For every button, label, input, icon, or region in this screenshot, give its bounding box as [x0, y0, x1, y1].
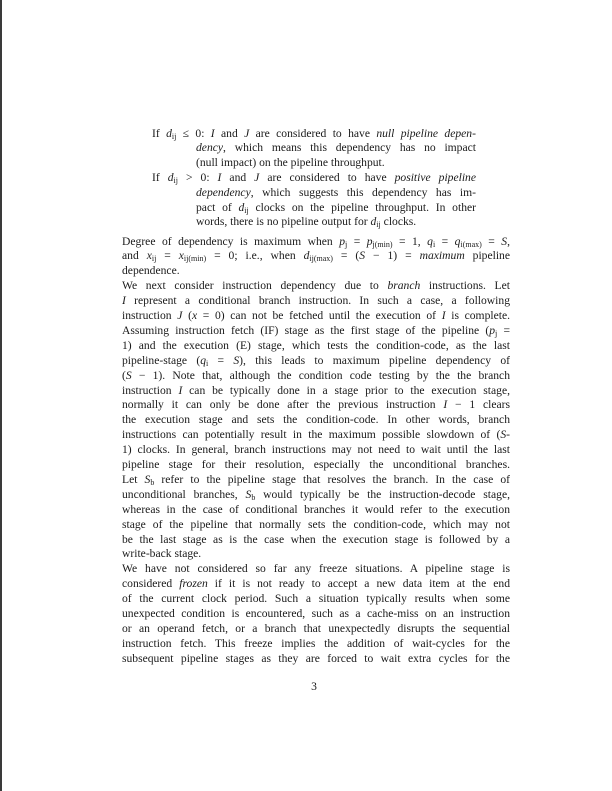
text-line [122, 338, 510, 353]
text-line [196, 140, 476, 155]
math-subscript: ij [376, 220, 381, 230]
text-run: instructions can potentially result in the maximum possible slowdown of ( [122, 428, 501, 442]
text-line [122, 442, 510, 457]
math-symbol: q [454, 234, 461, 248]
text-run: subsequent pipeline stages as they are forced to wait extra cycles for the [122, 651, 510, 665]
text-run: are considered to have [249, 126, 377, 140]
text-run: represent a conditional branch instruction. In such a case, a following [125, 294, 510, 308]
math-subscript: ij [151, 254, 157, 264]
text-line [122, 263, 510, 278]
math-symbol: x [146, 249, 152, 263]
text-run: unconditional branches, [122, 487, 246, 501]
text-line [122, 472, 510, 487]
text-run: = [347, 234, 367, 248]
text-run: instructions. Let [420, 279, 511, 293]
text-run: pact of [196, 200, 239, 214]
scan-edge-line [0, 0, 2, 791]
math-symbol: J [177, 309, 183, 322]
math-subscript: b [150, 477, 155, 487]
page-number: 3 [311, 680, 317, 693]
math-symbol: J [244, 126, 250, 140]
math-subscript: i [432, 239, 436, 249]
text-run: , which means this dependency has no impact [223, 141, 476, 155]
math-subscript: j [344, 239, 348, 249]
text-line [122, 412, 510, 427]
text-run: = [481, 234, 502, 248]
math-symbol: p [489, 323, 496, 337]
text-run: refer to the pipeline stage that resolves the branch. In the case of [154, 472, 510, 486]
math-subscript: ij [244, 205, 249, 215]
math-symbol: I [210, 126, 215, 140]
math-subscript: ij [171, 131, 177, 141]
text-line [122, 368, 510, 383]
text-run: clocks. [380, 215, 417, 229]
text-run: normally it can only be done after the previous instruction [122, 398, 444, 412]
text-run: can be typically done in a stage prior to the execution stage, [182, 383, 510, 397]
math-symbol: S [125, 368, 132, 382]
text-run: 1) clocks. In general, branch instructions may not need to wait until the last [122, 443, 510, 457]
text-run: be the last stage as is the case when the execution stage is followed by a [122, 532, 510, 546]
text-line [196, 200, 476, 215]
text-run: − 1 clears [447, 398, 510, 412]
text-run: and [221, 170, 255, 184]
math-symbol: x [191, 309, 198, 322]
emphasis: branch [387, 279, 421, 293]
text-run: Assuming instruction fetch (IF) stage as the first stage of the pipeline ( [122, 323, 490, 337]
emphasis: positive pipeline [394, 170, 476, 184]
math-symbol: I [217, 170, 222, 184]
text-line [122, 502, 510, 517]
text-run: instruction [122, 383, 179, 397]
math-symbol: d [166, 126, 172, 140]
text-run: considered [122, 577, 180, 591]
text-line [122, 621, 510, 636]
math-symbol: d [167, 170, 174, 184]
text-run: instruction fetch. This freeze implies the addition of wait-cycles for the [122, 636, 510, 650]
math-symbol: p [366, 234, 373, 248]
text-line [122, 397, 510, 412]
text-line [122, 457, 510, 472]
text-line [122, 561, 510, 576]
text-run: and [122, 249, 147, 263]
text-line [122, 606, 510, 621]
text-run: and [214, 126, 245, 140]
text-line [122, 651, 510, 666]
text-line [122, 532, 510, 547]
text-run: = [497, 323, 510, 337]
math-symbol: p [339, 234, 345, 248]
text-run: ( [182, 309, 192, 322]
text-run: We next consider instruction dependency due to [122, 279, 388, 293]
text-run: stage of the pipeline that normally sets the condition-code, which may not [122, 517, 510, 531]
text-run: 1) and the execution (E) stage, which tests the condition-code, as the last [122, 338, 510, 352]
math-symbol: S [500, 428, 507, 442]
math-symbol: q [200, 353, 206, 367]
emphasis: frozen [179, 577, 208, 591]
emphasis: dency [196, 141, 224, 155]
text-run: or an operand fetch, or a branch that unexpectedly disrupts the sequential [122, 621, 510, 635]
text-run: We have not considered so far any freeze situations. A pipeline stage is [122, 562, 510, 576]
math-symbol: S [233, 353, 240, 367]
emphasis: null pipeline depen- [376, 126, 476, 140]
text-line [122, 353, 510, 368]
math-symbol: S [501, 234, 508, 248]
text-run: ), this leads to maximum pipeline dependency of [239, 353, 510, 367]
text-run: − 1). Note that, although the condition code testing by the the branch [131, 368, 510, 382]
text-line [152, 126, 476, 141]
text-run: = 0; i.e., when [206, 249, 304, 263]
text-line [122, 591, 510, 606]
math-symbol: S [144, 472, 151, 486]
text-line [152, 170, 476, 185]
text-line [122, 487, 510, 502]
text-line [122, 383, 510, 398]
text-run: pipeline [464, 249, 510, 263]
text-run: = 1, [392, 234, 428, 248]
text-run: Let [122, 472, 145, 486]
math-symbol: J [254, 170, 260, 184]
text-line [122, 517, 510, 532]
math-symbol: I [122, 294, 126, 308]
math-symbol: S [245, 487, 252, 501]
math-subscript: b [251, 492, 256, 502]
text-run: If [152, 170, 168, 184]
text-line [122, 248, 510, 263]
math-subscript: i [205, 358, 209, 368]
text-run: = 0) can not be fetched until the execution of [197, 309, 442, 322]
math-symbol: x [178, 249, 184, 263]
text-run: unexpected condition is encountered, such as a cache-miss on an instruction [122, 607, 510, 620]
math-subscript: i(max) [460, 239, 482, 249]
text-run: ≤ 0: [176, 126, 211, 140]
text-line [122, 427, 510, 442]
math-symbol: I [443, 398, 448, 412]
text-line [122, 636, 510, 651]
math-symbol: q [427, 234, 433, 248]
text-run: pipeline stage for their resolution, especially the unconditional branches. [122, 458, 510, 471]
text-run: Degree of dependency is maximum when [122, 234, 340, 248]
text-run: (null impact) on the pipeline throughput. [196, 156, 385, 170]
text-line [122, 293, 510, 308]
text-run: > 0: [177, 170, 218, 184]
text-run: the execution stage and sets the condition-code. In other words, branch [122, 413, 510, 427]
text-run: is complete. [445, 309, 511, 322]
text-run: would typically be the instruction-decode stage, [255, 487, 510, 501]
math-symbol: d [370, 215, 377, 229]
text-run: words, there is no pipeline output for [196, 215, 371, 229]
text-run: instruction [122, 309, 178, 322]
text-run: whereas in the case of conditional branches it would refer to the execution [122, 502, 510, 516]
math-subscript: j(min) [372, 239, 393, 249]
text-run: = [156, 249, 179, 263]
math-subscript: ij(min) [183, 254, 207, 264]
text-run: = ( [332, 249, 360, 263]
text-run: − 1) = [365, 249, 420, 263]
math-symbol: d [238, 200, 245, 214]
text-line [196, 155, 476, 170]
math-subscript: j [495, 328, 498, 338]
math-symbol: I [178, 383, 183, 397]
text-run: = [208, 353, 234, 367]
math-symbol: S [359, 249, 366, 263]
math-subscript: ij(max) [309, 254, 333, 264]
text-line [122, 308, 510, 323]
math-symbol: d [303, 249, 310, 263]
text-run: are considered to have [259, 170, 395, 184]
text-run: dependence. [122, 264, 180, 278]
text-run: - [506, 428, 510, 442]
text-run: = [435, 234, 455, 248]
emphasis: maximum [419, 249, 465, 263]
text-line [122, 546, 510, 561]
text-line [122, 323, 510, 338]
text-run: of the current clock period. Such a situation typically results when some [122, 592, 510, 606]
text-run: If [152, 126, 167, 140]
text-line [122, 278, 510, 293]
text-run: ( [122, 368, 126, 382]
text-line [122, 576, 510, 591]
text-run: if it is not ready to accept a new data item at the end [207, 577, 510, 591]
math-symbol: I [441, 309, 446, 322]
math-subscript: ij [173, 175, 178, 185]
text-line [122, 234, 510, 249]
emphasis: dependency [196, 185, 251, 199]
text-line [196, 214, 476, 229]
text-run: , which suggests this dependency has im- [250, 185, 476, 199]
text-run: pipeline-stage ( [122, 353, 201, 367]
text-run: , [507, 234, 510, 248]
text-run: clocks on the pipeline throughput. In other [248, 200, 476, 214]
text-run: write-back stage. [122, 547, 202, 561]
text-line [196, 185, 476, 200]
